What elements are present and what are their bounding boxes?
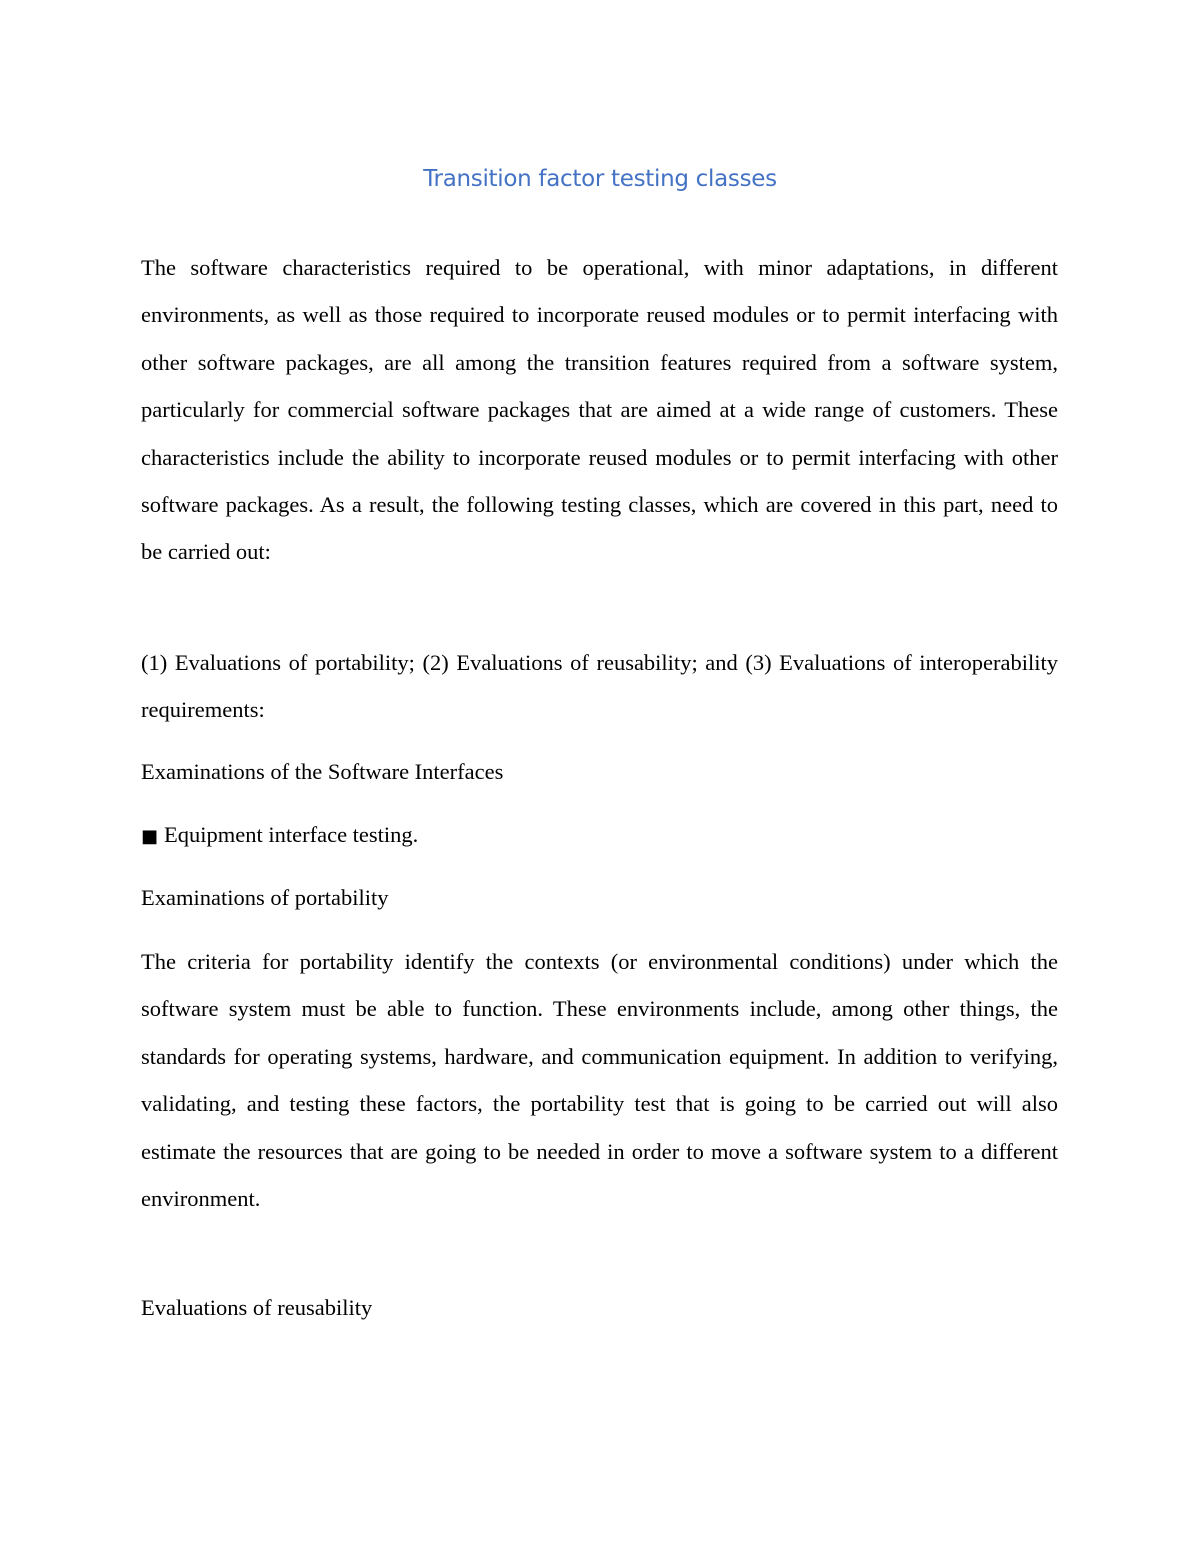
portability-heading: Examinations of portability (141, 885, 389, 910)
bullet-item-text: Equipment interface testing. (164, 822, 419, 847)
document-title: Transition factor testing classes (423, 166, 777, 192)
evaluations-list-paragraph: (1) Evaluations of portability; (2) Evaluations of reusability; and (3) Evaluations of interoperability requirements: (141, 650, 1058, 723)
bullet-list-item (141, 820, 1058, 852)
bullet-square-icon: ■ (141, 826, 159, 847)
reusability-heading: Evaluations of reusability (141, 1295, 373, 1320)
portability-paragraph: The criteria for portability identify the contexts (or environmental conditions) under which the software system must be able to function. These environments include, among other things, the standards for operating systems, hardware, and communication equipment. In addition to verifying, validating, and testing these factors, the portability test that is going to be carried out will also estimate the resources that are going to be needed in order to move a software system to a different environment. (141, 949, 1058, 1212)
intro-paragraph: The software characteristics required to be operational, with minor adaptations, in different environments, as well as those required to incorporate reused modules or to permit interfacing with other software packages, are all among the transition features required from a software system, particularly for commercial software packages that are aimed at a wide range of customers. These characteristics include the ability to incorporate reused modules or to permit interfacing with other software packages. As a result, the following testing classes, which are covered in this part, need to be carried out: (141, 255, 1058, 565)
software-interfaces-heading: Examinations of the Software Interfaces (141, 759, 504, 784)
